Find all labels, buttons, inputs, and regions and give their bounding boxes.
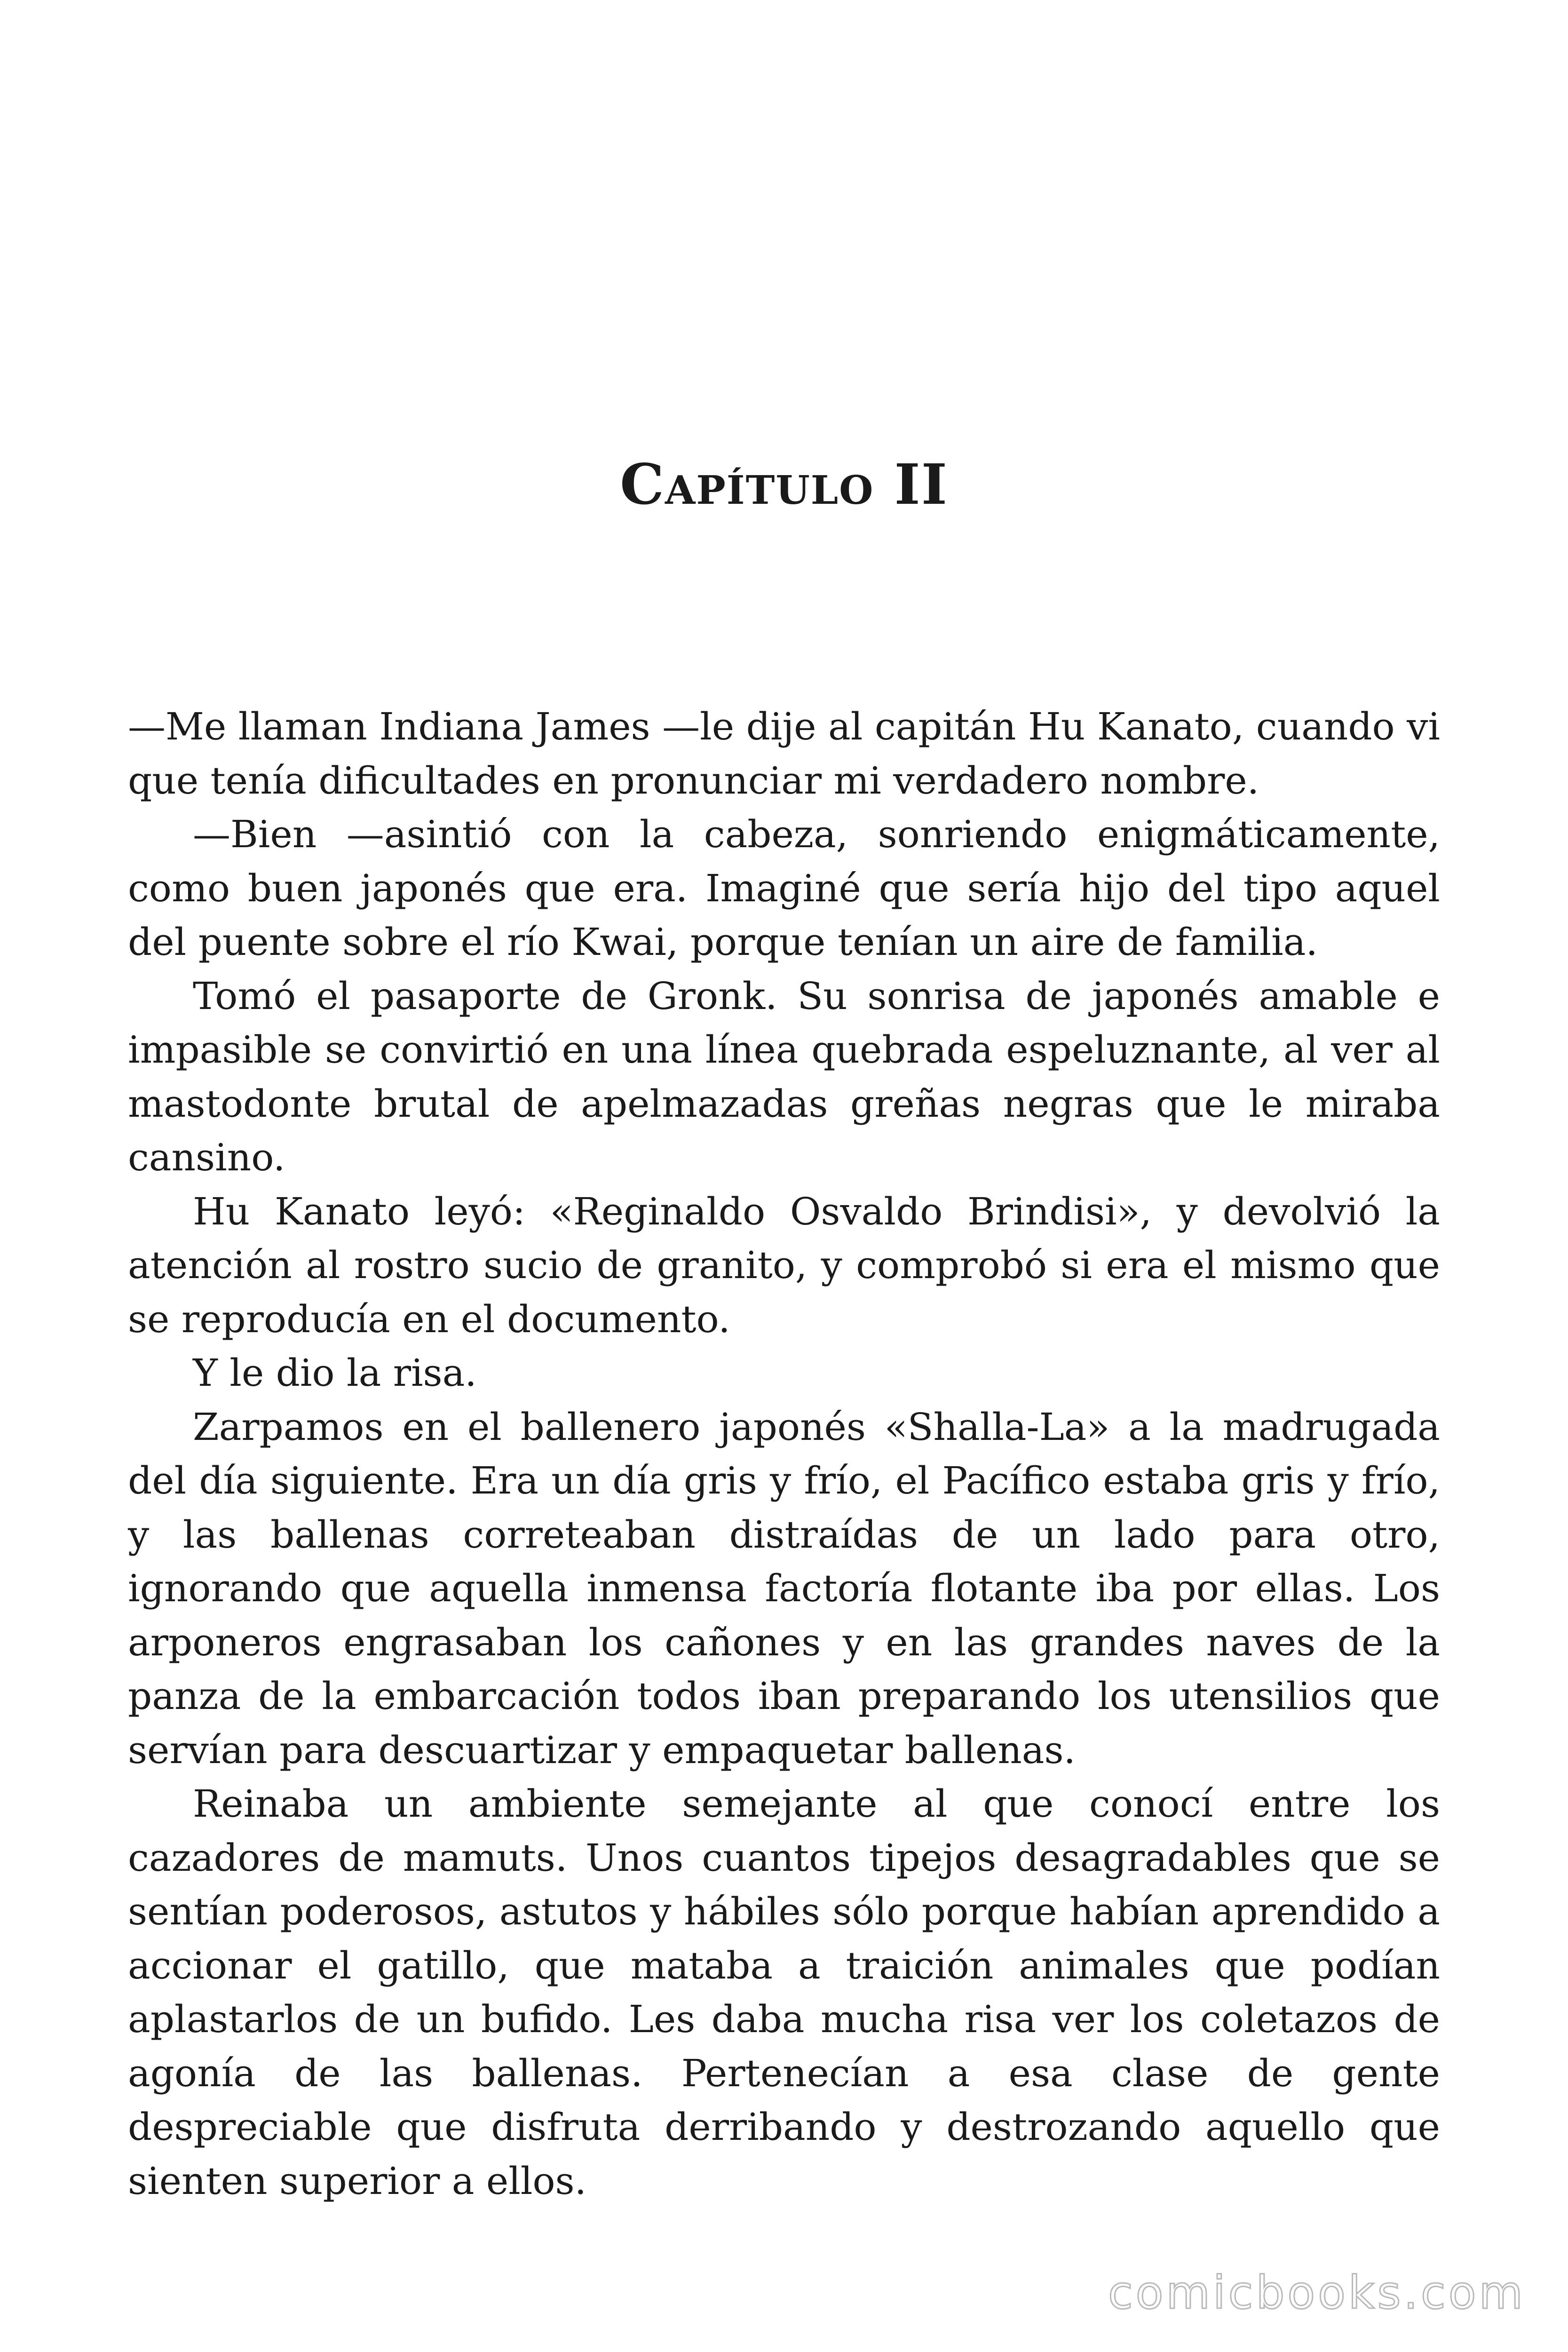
site-watermark: comicbooks.com	[1108, 2266, 1526, 2319]
paragraph: Hu Kanato leyó: «Reginaldo Osvaldo Brindisi», y devolvió la atención al rostro sucio de granito, y comprobó si era el mismo que se reproducía en el documento.	[128, 1189, 1440, 1341]
paragraph: —Me llaman Indiana James —le dije al capitán Hu Kanato, cuando vi que tenía dificultades en pronunciar mi verdadero nombre.	[128, 705, 1440, 803]
paragraph: Reinaba un ambiente semejante al que conocí entre los cazadores de mamuts. Unos cuantos tipejos desagradables que se sentían poderosos, astutos y hábiles sólo porque habían aprendido a accionar el gatillo, que mataba a traición animales que podían aplastarlos de un bufido. Les daba mucha risa ver los coletazos de agonía de las ballenas. Pertenecían a esa clase de gente despreciable que disfruta derribando y destrozando aquello que sienten superior a ellos.	[128, 1782, 1440, 2203]
paragraph: Tomó el pasaporte de Gronk. Su sonrisa de japonés amable e impasible se convirtió en una línea quebrada espeluznante, al ver al mastodonte brutal de apelmazadas greñas negras que le miraba cansino.	[128, 974, 1440, 1179]
paragraph: Y le dio la risa.	[193, 1351, 477, 1395]
chapter-title: Capítulo II	[620, 452, 948, 517]
chapter-body	[128, 700, 1440, 2208]
paragraph: —Bien —asintió con la cabeza, sonriendo enigmáticamente, como buen japonés que era. Imaginé que sería hijo del tipo aquel del puente sobre el río Kwai, porque tenían un aire de familia.	[128, 812, 1440, 964]
paragraph: Zarpamos en el ballenero japonés «Shalla-La» a la madrugada del día siguiente. Era un día gris y frío, el Pacífico estaba gris y frío, y las ballenas correteaban distraídas de un lado para otro, ignorando que aquella inmensa factoría flotante iba por ellas. Los arponeros engrasaban los cañones y en las grandes naves de la panza de la embarcación todos iban preparando los utensilios que servían para descuartizar y empaquetar ballenas.	[128, 1405, 1440, 1772]
